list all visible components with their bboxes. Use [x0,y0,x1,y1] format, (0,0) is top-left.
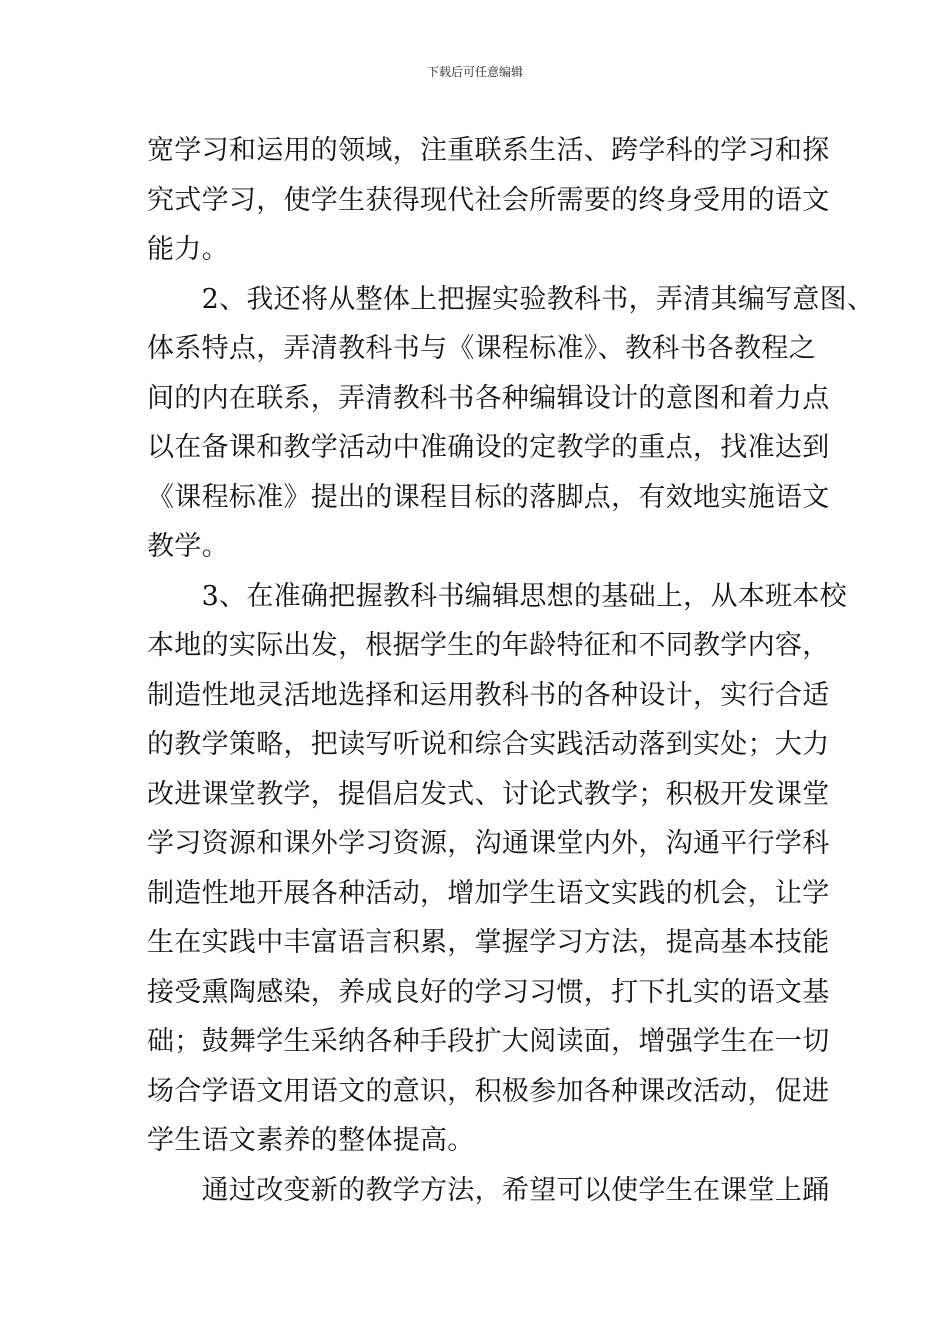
text-line: 《课程标准》提出的课程目标的落脚点，有效地实施语文 [147,481,830,513]
text-line: 学习资源和课外学习资源，沟通课堂内外，沟通平行学科 [147,828,830,859]
text-line: 2、我还将从整体上把握实验教科书，弄清其编写意图、 [147,283,875,315]
text-line: 生在实践中丰富语言积累，掌握学习方法，提高基本技能 [147,927,830,958]
text-line: 的教学策略，把读写听说和综合实践活动落到实处；大力 [147,729,830,760]
text-line: 究式学习，使学生获得现代社会所需要的终身受用的语文 [147,184,830,216]
text-line: 宽学习和运用的领域，注重联系生活、跨学科的学习和探 [147,135,830,166]
text-line: 制造性地灵活地选择和运用教科书的各种设计，实行合适 [147,679,830,711]
text-line: 接受熏陶感染，养成良好的学习习惯，打下扎实的语文基 [147,976,830,1008]
text-line: 改进课堂教学，提倡启发式、讨论式教学；积极开发课堂 [147,778,830,810]
text-line: 场合学语文用语文的意识，积极参加各种课改活动，促进 [147,1075,830,1107]
text-line: 学生语文素养的整体提高。 [147,1125,475,1156]
text-line: 体系特点，弄清教科书与《课程标准》、教科书各教程之 [147,333,816,364]
text-line: 制造性地开展各种活动，增加学生语文实践的机会，让学 [147,877,830,909]
page-header: 下载后可任意编辑 [426,65,523,79]
text-line: 本地的实际出发，根据学生的年龄特征和不同教学内容， [147,630,830,661]
text-line: 教学。 [147,531,229,562]
text-line: 础；鼓舞学生采纳各种手段扩大阅读面，增强学生在一切 [147,1026,830,1057]
text-line: 3、在准确把握教科书编辑思想的基础上，从本班本校 [147,580,847,612]
text-line: 间的内在联系，弄清教科书各种编辑设计的意图和着力点 [147,382,830,414]
text-line: 能力。 [147,234,229,265]
document-body [147,126,875,1215]
text-line: 以在备课和教学活动中准确设的定教学的重点，找准达到 [147,432,830,463]
text-line: 通过改变新的教学方法，希望可以使学生在课堂上踊 [147,1174,830,1206]
